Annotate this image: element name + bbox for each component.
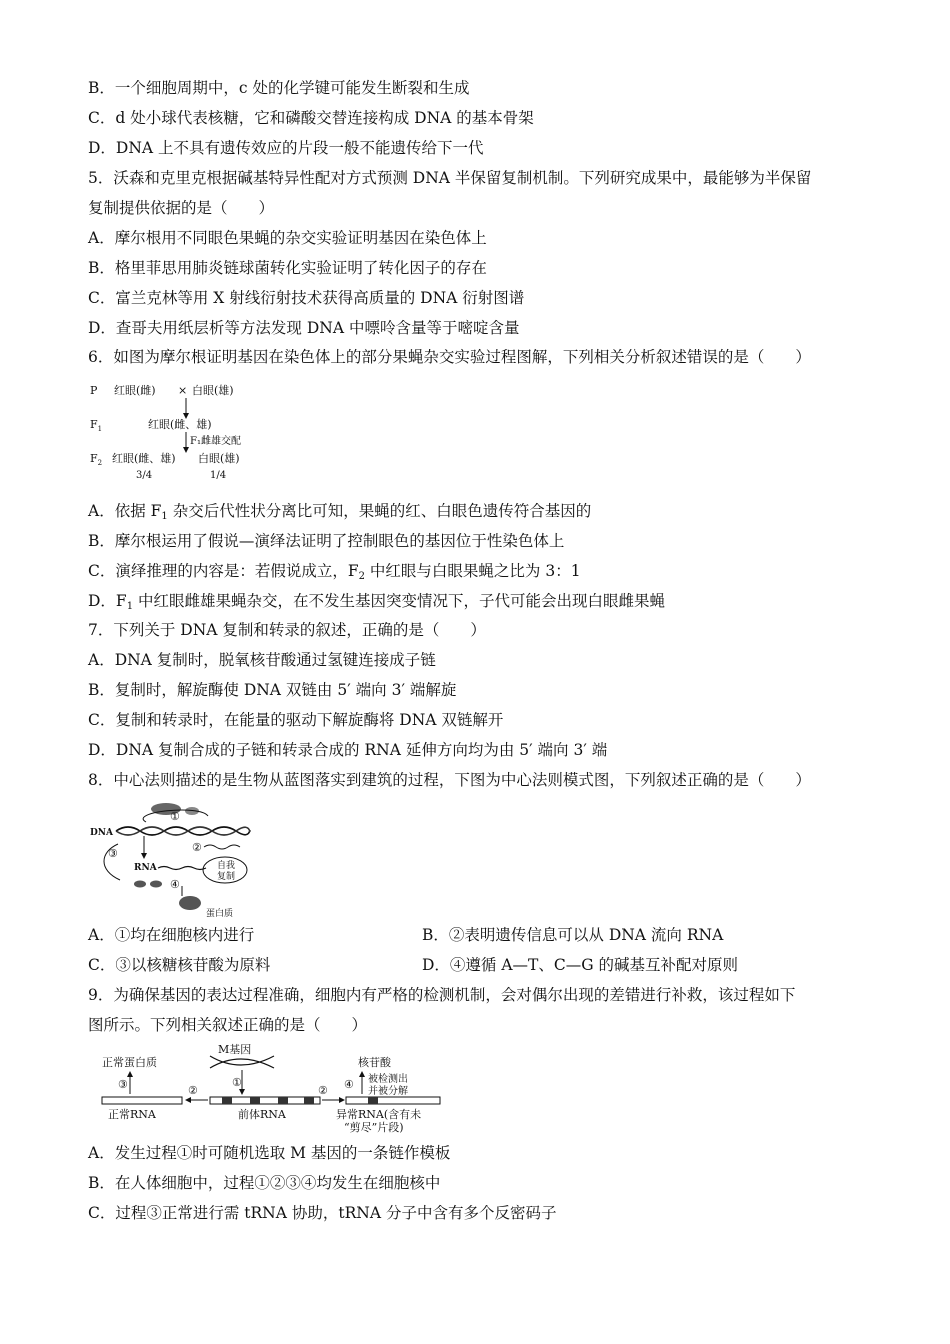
q6-stem: 6．如图为摩尔根证明基因在染色体上的部分果蝇杂交实验过程图解，下列相关分析叙述错误的是（ ）	[88, 348, 811, 366]
p-male: 白眼(雄)	[192, 384, 234, 397]
f1-text: 红眼(雌、雄)	[148, 418, 212, 431]
q8-central-dogma-diagram	[88, 800, 258, 918]
arrow-head-2a	[185, 1097, 191, 1103]
normal-rna-label: 正常RNA	[108, 1108, 156, 1121]
q7-stem: 7．下列关于 DNA 复制和转录的叙述，正确的是（ ）	[88, 621, 486, 639]
protein-label: 蛋白质	[206, 909, 234, 918]
rna-label: RNA	[134, 863, 157, 873]
q9-option-b: B．在人体细胞中，过程①②③④均发生在细胞核中	[88, 1174, 441, 1192]
q7-option-a: A．DNA 复制时，脱氧核苷酸通过氢键连接成子链	[88, 651, 436, 669]
ratio-red: 3/4	[136, 470, 153, 481]
q6-option-c: C．演绎推理的内容是：若假说成立，$F_2$ 中红眼与白眼果蝇之比为 3：1	[88, 562, 581, 582]
self-copy-1: 自我	[217, 861, 236, 871]
num-2a: ②	[188, 1084, 198, 1097]
p-female: 红眼(雌)	[114, 384, 156, 397]
q4-option-d: D．DNA 上不具有遗传效应的片段一般不能遗传给下一代	[88, 139, 484, 157]
num-3: ③	[118, 1078, 128, 1091]
q8-option-a: A．①均在细胞核内进行	[88, 926, 255, 944]
dna-label: DNA	[90, 828, 114, 838]
pre-rna-intron-3	[278, 1097, 288, 1104]
ribosome-1	[134, 881, 146, 888]
q8-option-d: D．④遵循 A—T、C—G 的碱基互补配对原则	[422, 956, 739, 974]
detected-2: 并被分解	[368, 1086, 408, 1097]
nucleotide: 核苷酸	[358, 1056, 391, 1069]
num-4: ④	[344, 1078, 354, 1091]
q5-option-d: D．查哥夫用纸层析等方法发现 DNA 中嘌呤含量等于嘧啶含量	[88, 319, 520, 337]
protein-blob-bottom	[179, 896, 201, 910]
p-cross: ×	[178, 384, 188, 397]
q6-option-a: A．依据 $F_1$ 杂交后代性状分离比可知，果蝇的红、白眼色遗传符合基因的	[88, 502, 592, 522]
f2-red: 红眼(雌、雄)	[112, 452, 176, 465]
arrow-head-3	[127, 1071, 133, 1077]
q7-option-c: C．复制和转录时，在能量的驱动下解旋酶将 DNA 双链解开	[88, 711, 504, 729]
q5-option-a: A．摩尔根用不同眼色果蝇的杂交实验证明基因在染色体上	[88, 229, 487, 247]
num-2: ②	[192, 841, 202, 854]
q9-option-c: C．过程③正常进行需 tRNA 协助，tRNA 分子中含有多个反密码子	[88, 1204, 557, 1222]
abnormal-rna-label-1: 异常RNA(含有未	[336, 1108, 422, 1121]
q6-option-b: B．摩尔根运用了假说—演绎法证明了控制眼色的基因位于性染色体上	[88, 532, 565, 550]
normal-protein: 正常蛋白质	[102, 1056, 157, 1069]
detected-1: 被检测出	[368, 1074, 408, 1085]
q5-stem-line1: 5．沃森和克里克根据碱基特异性配对方式预测 DNA 半保留复制机制。下列研究成果中，最能够为半保留	[88, 169, 812, 187]
q8-option-c: C．③以核糖核苷酸为原料	[88, 956, 271, 974]
normal-rna-bar	[102, 1097, 182, 1104]
q8-stem: 8．中心法则描述的是生物从蓝图落实到建筑的过程，下图为中心法则模式图，下列叙述正确的是（ ）	[88, 771, 811, 789]
num-2b: ②	[318, 1084, 328, 1097]
arrow-head-2b	[339, 1097, 345, 1103]
pre-rna-label: 前体RNA	[238, 1108, 286, 1121]
num-4: ④	[170, 878, 180, 891]
f1-label: $F_1$	[90, 418, 103, 433]
transcription-arrowhead	[141, 853, 147, 859]
num-3: ③	[108, 847, 118, 860]
rna-strand	[158, 867, 206, 870]
num-1: ①	[170, 810, 180, 823]
rna-wavy-segment	[204, 845, 240, 849]
abnormal-rna-label-2: “剪尽”片段)	[344, 1121, 404, 1134]
arrow-head-f1-f2	[183, 447, 189, 453]
q4-option-c: C．d 处小球代表核糖，它和磷酸交替连接构成 DNA 的基本骨架	[88, 109, 534, 127]
f2-label: $F_2$	[90, 452, 103, 467]
ribosome-2	[150, 881, 162, 888]
q8-option-b: B．②表明遗传信息可以从 DNA 流向 RNA	[422, 926, 724, 944]
q9-rna-surveillance-diagram	[100, 1042, 450, 1134]
q7-option-d: D．DNA 复制合成的子链和转录合成的 RNA 延伸方向均为由 5′ 端向 3′ 端	[88, 741, 608, 759]
arrow-head-4	[359, 1071, 365, 1077]
q6-cross-diagram	[88, 378, 258, 484]
m-gene: M基因	[218, 1043, 252, 1056]
q5-stem-line2: 复制提供依据的是（ ）	[88, 199, 275, 217]
pre-rna-intron-1	[222, 1097, 232, 1104]
p-label: P	[90, 384, 98, 397]
ratio-white: 1/4	[210, 470, 227, 481]
abnormal-rna-bar	[346, 1097, 440, 1104]
num-1: ①	[232, 1076, 242, 1089]
q9-option-a: A．发生过程①时可随机选取 M 基因的一条链作模板	[88, 1144, 451, 1162]
q6-option-d: D．$F_1$ 中红眼雌雄果蝇杂交，在不发生基因突变情况下，子代可能会出现白眼雌果蝇	[88, 592, 665, 612]
arrow-head-1	[239, 1089, 245, 1095]
pre-rna-intron-2	[250, 1097, 260, 1104]
f1-mating: F₁雌雄交配	[190, 436, 241, 447]
q9-stem-line1: 9．为确保基因的表达过程准确，细胞内有严格的检测机制，会对偶尔出现的差错进行补救，该过程如下	[88, 986, 796, 1004]
q9-stem-line2: 图所示。下列相关叙述正确的是（ ）	[88, 1016, 368, 1034]
abnormal-rna-segment	[368, 1097, 378, 1104]
f2-white: 白眼(雄)	[198, 452, 240, 465]
self-copy-2: 复制	[217, 872, 236, 882]
q5-option-b: B．格里菲思用肺炎链球菌转化实验证明了转化因子的存在	[88, 259, 487, 277]
q4-option-b: B．一个细胞周期中，c 处的化学键可能发生断裂和生成	[88, 79, 470, 97]
q5-option-c: C．富兰克林等用 X 射线衍射技术获得高质量的 DNA 衍射图谱	[88, 289, 525, 307]
q7-option-b: B．复制时，解旋酶使 DNA 双链由 5′ 端向 3′ 端解旋	[88, 681, 457, 699]
pre-rna-intron-4	[304, 1097, 314, 1104]
